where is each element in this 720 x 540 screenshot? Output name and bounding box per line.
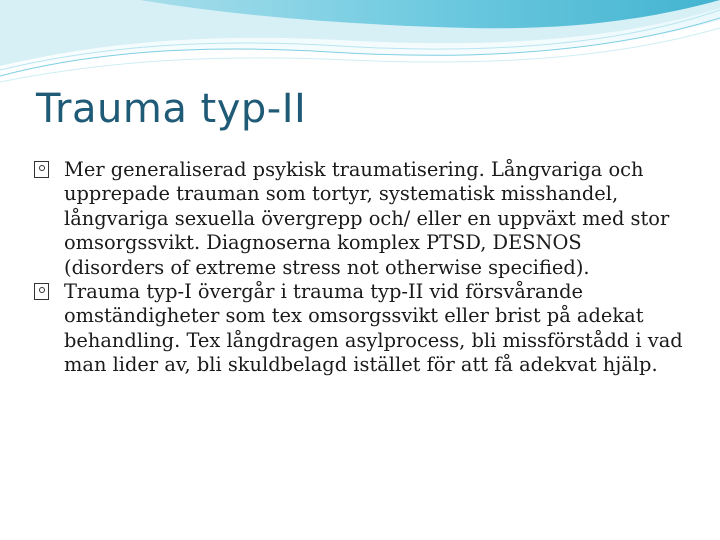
bullet-text: Trauma typ-I övergår i trauma typ-II vid försvårande omständigheter som tex omsorgssvikt eller brist på adekat behandling. Tex långdragen asylprocess, bli missförstådd i vad man lider av, bli skuldbelagd istället för att få adekvat hjälp.	[64, 280, 683, 377]
slide-title: Trauma typ-II	[36, 86, 307, 132]
bullet-marker-icon	[34, 283, 49, 300]
bullet-item	[34, 158, 684, 280]
bullet-marker-icon	[34, 161, 49, 178]
slide-body	[34, 158, 684, 378]
bullet-text: Mer generaliserad psykisk traumatisering. Långvariga och upprepade trauman som tortyr, systematisk misshandel, långvariga sexuella övergrepp och/ eller en uppväxt med stor omsorgssvikt. Diagnoserna komplex PTSD, DESNOS (disorders of extreme stress not otherwise specified).	[64, 158, 670, 279]
bullet-item	[34, 280, 684, 378]
